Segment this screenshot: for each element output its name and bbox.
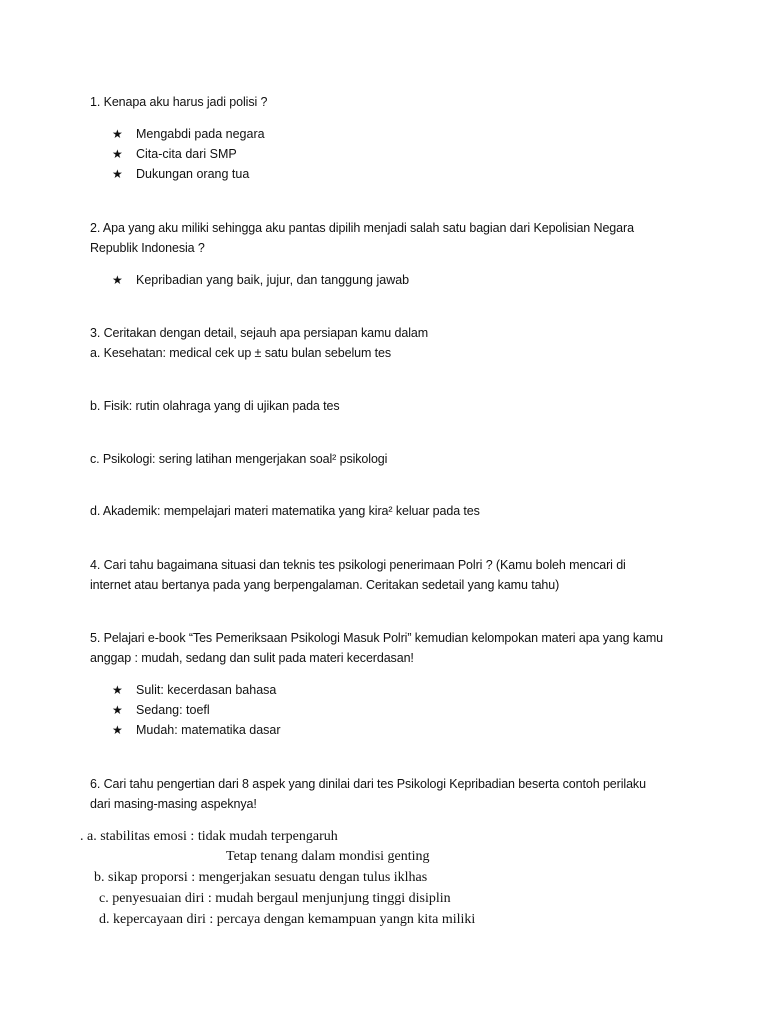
question-4-line-1: 4. Cari tahu bagaimana situasi dan teknis tes psikologi penerimaan Polri ? (Kamu boleh mencari di — [90, 558, 626, 572]
question-5-line-1: 5. Pelajari e-book “Tes Pemeriksaan Psikologi Masuk Polri” kemudian kelompokan materi apa yang kamu — [90, 631, 664, 645]
list-item — [112, 144, 237, 164]
question-4-line-2: internet atau bertanya pada yang berpengalaman. Ceritakan sedetail yang kamu tahu) — [90, 578, 560, 592]
list-item — [112, 270, 409, 290]
question-6-line-1: 6. Cari tahu pengertian dari 8 aspek yang dinilai dari tes Psikologi Kepribadian beserta contoh perilaku — [90, 777, 646, 791]
bullet-text: Dukungan orang tua — [136, 167, 250, 181]
question-2-line-2: Republik Indonesia ? — [90, 241, 205, 255]
list-item — [112, 680, 276, 700]
star-icon: ★ — [112, 167, 123, 181]
bullet-text: Mudah: matematika dasar — [136, 723, 281, 737]
question-3-answer-a: a. Kesehatan: medical cek up ± satu bulan sebelum tes — [90, 346, 392, 360]
list-item — [112, 164, 249, 184]
list-item — [112, 124, 265, 144]
list-item — [112, 720, 281, 740]
answer-c: c. penyesuaian diri : mudah bergaul menjunjung tinggi disiplin — [99, 891, 451, 906]
bullet-text: Kepribadian yang baik, jujur, dan tanggung jawab — [136, 273, 410, 287]
star-icon: ★ — [112, 703, 123, 717]
star-icon: ★ — [112, 127, 123, 141]
answer-a-continued: Tetap tenang dalam mondisi genting — [226, 849, 430, 864]
list-item — [112, 700, 210, 720]
answer-a: . a. stabilitas emosi : tidak mudah terpengaruh — [80, 829, 338, 844]
star-icon: ★ — [112, 273, 123, 287]
question-2-line-1: 2. Apa yang aku miliki sehingga aku pantas dipilih menjadi salah satu bagian dari Kepolisian Negara — [90, 221, 634, 235]
question-3-line-1: 3. Ceritakan dengan detail, sejauh apa persiapan kamu dalam — [90, 326, 429, 340]
star-icon: ★ — [112, 723, 123, 737]
question-5-line-2: anggap : mudah, sedang dan sulit pada materi kecerdasan! — [90, 651, 414, 665]
star-icon: ★ — [112, 683, 123, 697]
question-3-answer-b: b. Fisik: rutin olahraga yang di ujikan pada tes — [90, 399, 340, 413]
answer-d: d. kepercayaan diri : percaya dengan kemampuan yangn kita miliki — [99, 912, 476, 927]
star-icon: ★ — [112, 147, 123, 161]
question-1: 1. Kenapa aku harus jadi polisi ? — [90, 95, 268, 109]
bullet-text: Sedang: toefl — [136, 703, 210, 717]
question-3-answer-c: c. Psikologi: sering latihan mengerjakan soal² psikologi — [90, 452, 388, 466]
answer-b: b. sikap proporsi : mengerjakan sesuatu dengan tulus iklhas — [94, 870, 428, 885]
bullet-text: Mengabdi pada negara — [136, 127, 265, 141]
bullet-text: Sulit: kecerdasan bahasa — [136, 683, 277, 697]
bullet-text: Cita-cita dari SMP — [136, 147, 237, 161]
question-6-line-2: dari masing-masing aspeknya! — [90, 797, 257, 811]
question-3-answer-d: d. Akademik: mempelajari materi matematika yang kira² keluar pada tes — [90, 504, 480, 518]
